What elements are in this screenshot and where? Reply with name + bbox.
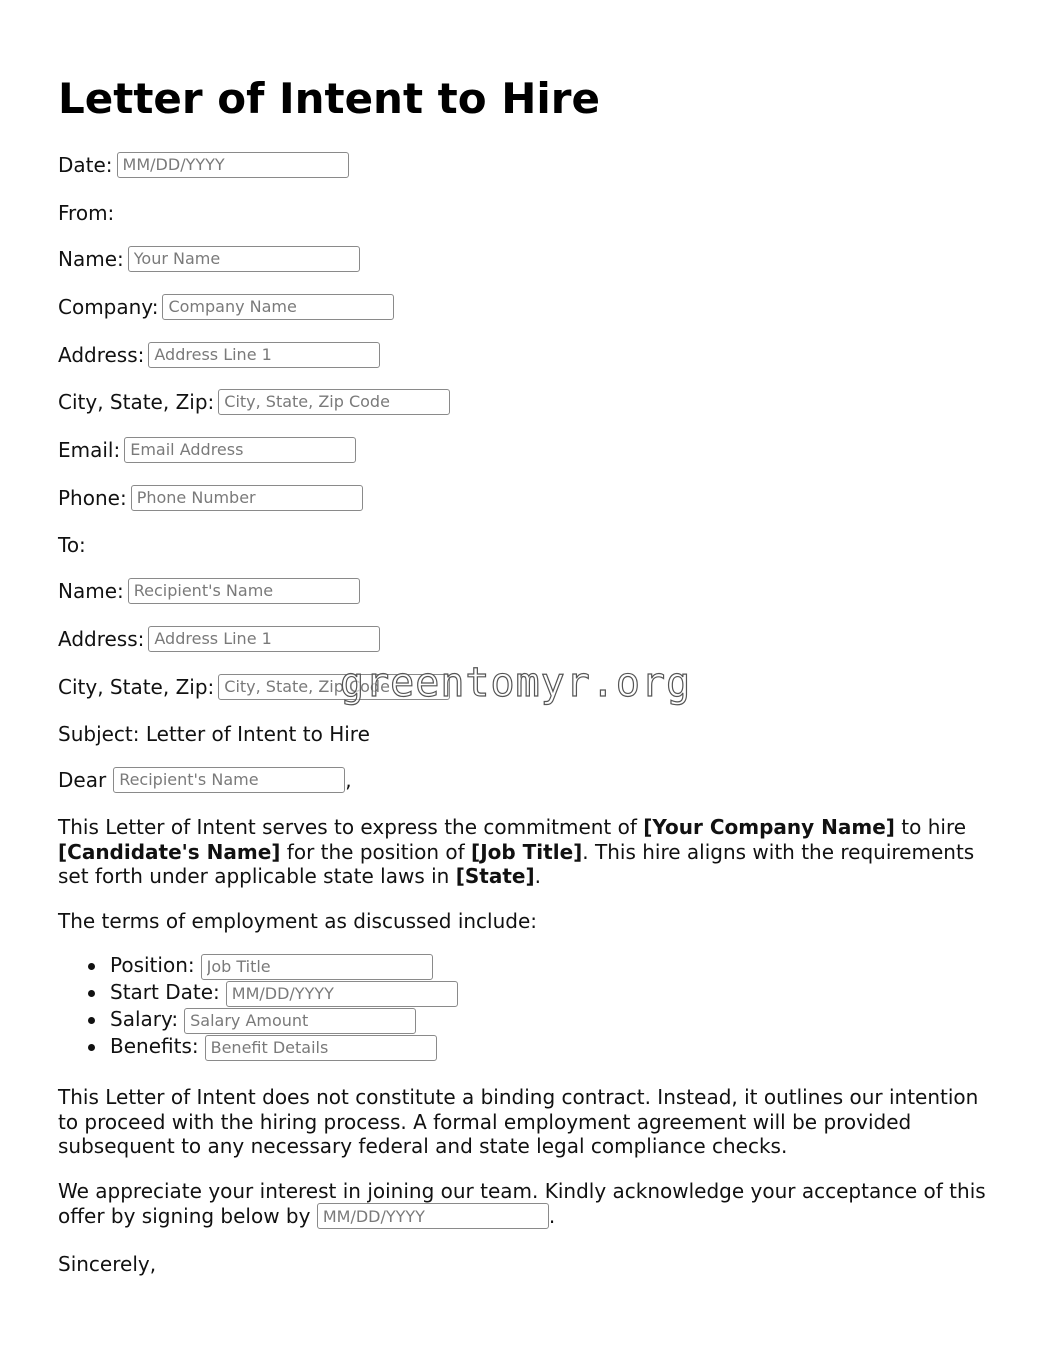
salutation-row: [58, 766, 352, 794]
job-title-placeholder: [Job Title]: [471, 839, 583, 864]
term-start-date-input[interactable]: [226, 981, 458, 1007]
term-benefits-input[interactable]: [205, 1035, 437, 1061]
acceptance-paragraph: [58, 1179, 988, 1230]
salutation-label: Dear: [58, 768, 107, 792]
from-company-row: [58, 293, 394, 321]
to-address-row: [58, 625, 380, 653]
from-phone-label: Phone:: [58, 486, 127, 510]
date-input[interactable]: [117, 152, 349, 178]
from-company-input[interactable]: [162, 294, 394, 320]
from-name-label: Name:: [58, 247, 124, 271]
date-row: [58, 151, 349, 179]
to-city-row: [58, 673, 450, 701]
from-phone-input[interactable]: [131, 485, 363, 511]
to-name-label: Name:: [58, 579, 124, 603]
list-item: [110, 952, 458, 979]
terms-intro: The terms of employment as discussed include:: [58, 909, 538, 933]
from-phone-row: [58, 484, 363, 512]
term-start-date-label: Start Date:: [110, 980, 220, 1004]
page-title: Letter of Intent to Hire: [58, 74, 600, 123]
from-address-input[interactable]: [148, 342, 380, 368]
closing: Sincerely,: [58, 1252, 157, 1276]
from-city-input[interactable]: [218, 389, 450, 415]
intro-paragraph: [58, 815, 988, 889]
to-city-label: City, State, Zip:: [58, 675, 215, 699]
intro-text-3: for the position of: [280, 839, 472, 864]
to-city-input[interactable]: [218, 674, 450, 700]
term-salary-input[interactable]: [184, 1008, 416, 1034]
acceptance-text: We appreciate your interest in joining our team. Kindly acknowledge your acceptance of this offer by signing below by: [58, 1179, 986, 1228]
company-name-placeholder: [Your Company Name]: [643, 815, 895, 839]
intro-text-1: This Letter of Intent serves to express the commitment of: [58, 815, 644, 839]
to-address-input[interactable]: [148, 626, 380, 652]
list-item: [110, 1006, 458, 1033]
acceptance-period: .: [548, 1203, 556, 1228]
from-city-label: City, State, Zip:: [58, 390, 215, 414]
state-placeholder: [State]: [455, 864, 535, 888]
candidate-name-placeholder: [Candidate's Name]: [58, 839, 281, 864]
from-company-label: Company:: [58, 295, 159, 319]
from-heading: From:: [58, 201, 115, 225]
list-item: [110, 1033, 458, 1060]
term-position-input[interactable]: [201, 954, 433, 980]
from-address-label: Address:: [58, 343, 145, 367]
to-name-input[interactable]: [128, 578, 360, 604]
salutation-comma: ,: [345, 768, 352, 792]
watermark: greentomyr.org: [340, 660, 692, 706]
to-address-label: Address:: [58, 627, 145, 651]
term-position-label: Position:: [110, 953, 195, 977]
from-name-input[interactable]: [128, 246, 360, 272]
from-email-label: Email:: [58, 438, 121, 462]
from-email-row: [58, 436, 356, 464]
from-address-row: [58, 341, 380, 369]
salutation-name-input[interactable]: [113, 767, 345, 793]
intro-text-4: . This hire aligns with the requirements set forth under applicable state laws in: [58, 839, 975, 888]
subject-line: Subject: Letter of Intent to Hire: [58, 722, 370, 746]
term-benefits-label: Benefits:: [110, 1034, 199, 1058]
date-label: Date:: [58, 153, 113, 177]
to-heading: To:: [58, 533, 86, 557]
list-item: [110, 979, 458, 1006]
intro-text-2: to hire: [894, 815, 967, 839]
to-name-row: [58, 577, 360, 605]
intro-text-5: .: [534, 864, 541, 888]
from-name-row: [58, 245, 360, 273]
acceptance-date-input[interactable]: [317, 1203, 549, 1229]
from-city-row: [58, 388, 450, 416]
terms-list: [58, 952, 458, 1060]
disclaimer-paragraph: This Letter of Intent does not constitute a binding contract. Instead, it outlines our intention to proceed with the hiring process. A formal employment agreement will be provided subsequent to any necessary federal and state legal compliance checks.: [58, 1085, 979, 1158]
term-salary-label: Salary:: [110, 1007, 179, 1031]
from-email-input[interactable]: [124, 437, 356, 463]
